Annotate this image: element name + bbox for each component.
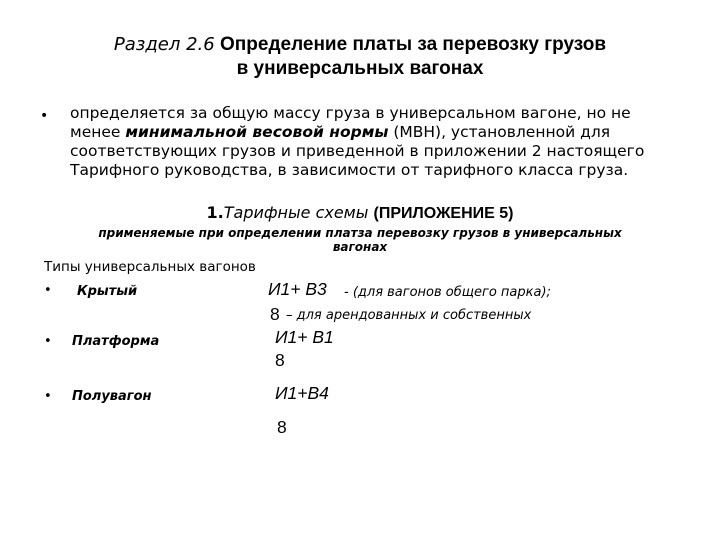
intro-bullet: • <box>40 108 49 124</box>
title-line-1: Определение платы за перевозку грузов <box>220 34 607 55</box>
intro-text-part1: определяется за общую массу груза в универсальном вагоне, но не менее <box>70 104 631 141</box>
title-line-2: в универсальных вагонах <box>236 58 484 79</box>
wagon-value-covered: 8 <box>270 304 280 324</box>
intro-emphasis: минимальной весовой нормы <box>125 123 389 141</box>
schemes-appendix: (ПРИЛОЖЕНИЕ 5) <box>373 205 514 222</box>
wagon-note-covered: - (для вагонов общего парка); <box>344 285 551 300</box>
wagon-name-covered: Крытый <box>77 284 138 299</box>
wagon-note2-covered: – для арендованных и собственных <box>286 308 532 323</box>
wagon-bullet-3: • <box>44 389 52 404</box>
intro-paragraph <box>70 104 685 180</box>
types-label: Типы универсальных вагонов <box>44 259 256 275</box>
wagon-bullet-1: • <box>44 283 52 298</box>
schemes-title: Тарифные схемы <box>223 203 369 222</box>
wagon-scheme-gondola: И1+В4 <box>275 383 329 403</box>
intro-text-part2: (МВН), установленной для соответствующих грузов и приведенной в приложении 2 настоящего Тарифного руководства, в зависимости от тарифного класса груза. <box>70 123 645 179</box>
schemes-number: 1. <box>206 203 224 222</box>
section-number: Раздел 2.6 <box>113 34 215 55</box>
schemes-subtitle-1: применяемые при определении платза перевозку грузов в универсальных <box>98 226 622 240</box>
wagon-value-gondola: 8 <box>277 417 287 437</box>
wagon-name-platform: Платформа <box>72 334 160 349</box>
page-title <box>0 34 720 56</box>
wagon-name-gondola: Полувагон <box>72 389 152 404</box>
schemes-heading <box>0 203 720 223</box>
wagon-scheme-covered: И1+ В3 <box>268 279 327 299</box>
schemes-subtitle-2: вагонах <box>332 240 388 254</box>
wagon-value-platform: 8 <box>275 350 285 370</box>
wagon-bullet-2: • <box>44 334 52 349</box>
wagon-scheme-platform: И1+ В1 <box>275 327 334 347</box>
